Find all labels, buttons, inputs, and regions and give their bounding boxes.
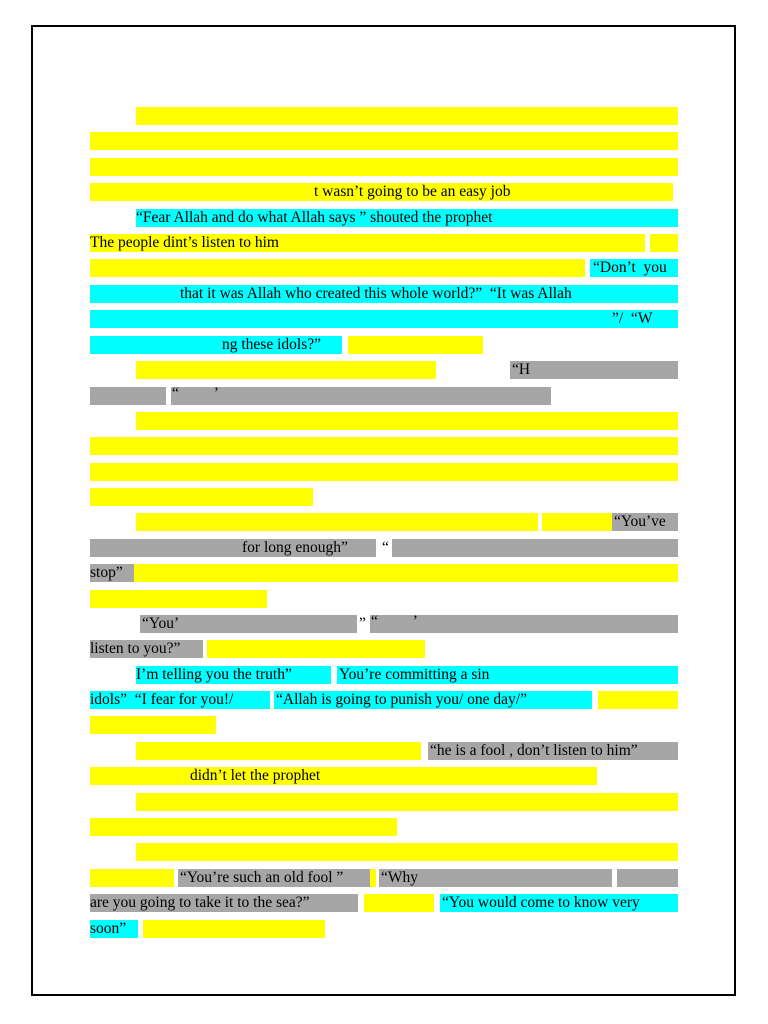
highlight-bar — [90, 132, 678, 150]
text-line: The people dint’s listen to him — [90, 234, 279, 251]
text-line: ng these idols?” — [222, 336, 322, 353]
text-line: “Don’t you — [593, 259, 667, 276]
text-line: “ ’ — [371, 613, 418, 630]
text-line: “ ’ — [172, 385, 219, 402]
highlight-bar — [207, 640, 425, 658]
highlight-bar — [348, 336, 483, 354]
text-line: “Fear Allah and do what Allah says ” shouted the prophet — [136, 209, 493, 226]
highlight-bar — [90, 463, 678, 481]
text-line: idols” “I fear for you!/ — [90, 691, 234, 708]
highlight-bar — [650, 234, 678, 252]
text-line: “You’ — [142, 615, 180, 632]
highlight-bar — [90, 869, 174, 887]
text-line: You’re committing a sin — [339, 666, 490, 683]
highlight-bar — [90, 818, 397, 836]
highlight-bar — [598, 691, 678, 709]
highlight-bar — [617, 869, 678, 887]
highlight-bar — [370, 869, 376, 887]
highlight-bar — [392, 539, 678, 557]
highlight-bar — [136, 412, 678, 430]
highlight-bar — [90, 158, 678, 176]
text-line: “H — [512, 361, 531, 378]
text-line: ”/ “W — [612, 310, 653, 327]
highlight-bar — [90, 310, 678, 328]
text-line: “he is a fool , don’t listen to him” — [430, 742, 638, 759]
highlight-bar — [136, 742, 421, 760]
text-line: are you going to take it to the sea?” — [90, 894, 310, 911]
highlight-bar — [90, 488, 313, 506]
text-line: I’m telling you the truth” — [136, 666, 292, 683]
highlight-bar — [136, 513, 538, 531]
highlight-bar — [90, 767, 597, 785]
text-line: soon” — [90, 920, 127, 937]
highlight-bar — [136, 107, 678, 125]
highlight-bar — [90, 387, 166, 405]
text-line: “You would come to know very — [442, 894, 640, 911]
text-line: “Allah is going to punish you/ one day/” — [276, 691, 527, 708]
text-line: stop” — [90, 564, 123, 581]
highlight-bar — [136, 843, 678, 861]
text-line: ” — [359, 615, 366, 632]
text-line: t wasn’t going to be an easy job — [314, 183, 511, 200]
highlight-bar — [171, 387, 551, 405]
highlight-bar — [364, 894, 434, 912]
text-line: listen to you?” — [90, 640, 181, 657]
highlight-bar — [90, 437, 678, 455]
text-line: didn’t let the prophet — [190, 767, 321, 784]
highlight-bar — [90, 259, 585, 277]
highlight-bar — [136, 361, 436, 379]
highlight-bar — [510, 361, 678, 379]
highlight-bar — [136, 793, 678, 811]
highlight-bar — [90, 590, 267, 608]
text-line: “You’ve — [614, 513, 666, 530]
text-line: “You’re such an old fool ” — [180, 869, 344, 886]
highlight-bar — [90, 716, 216, 734]
text-line: “ — [382, 539, 389, 556]
highlight-bar — [542, 513, 612, 531]
text-line: that it was Allah who created this whole world?” “It was Allah — [180, 285, 572, 302]
text-line: “Why — [381, 869, 419, 886]
text-line: for long enough” — [242, 539, 348, 556]
highlight-bar — [134, 564, 678, 582]
highlight-bar — [143, 920, 325, 938]
